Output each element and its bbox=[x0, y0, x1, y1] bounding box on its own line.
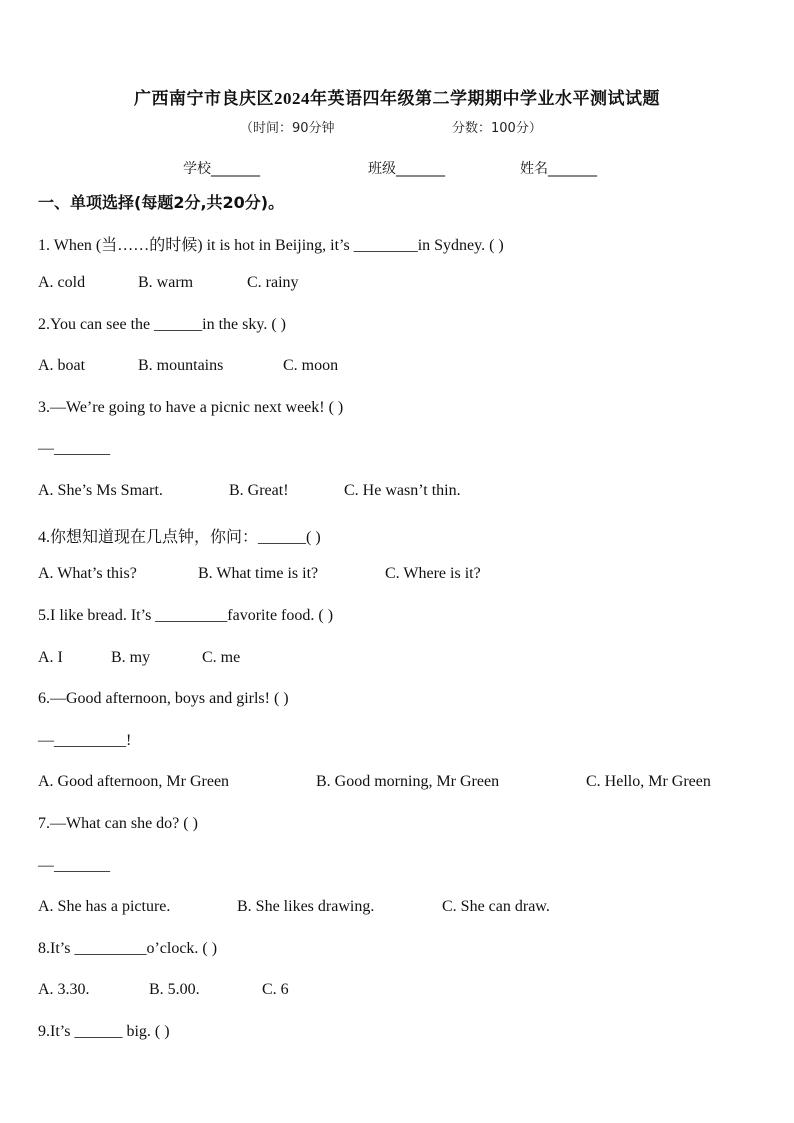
question-stem: 2.You can see the ______in the sky. ( ) bbox=[38, 316, 286, 333]
question-stem: 6.—Good afternoon, boys and girls! ( ) bbox=[38, 690, 289, 707]
school-field: 学校_______ bbox=[183, 161, 260, 177]
option-c: C. Hello, Mr Green bbox=[586, 773, 711, 790]
question-stem: 1. When (当……的时候) it is hot in Beijing, it’s ________in Sydney. ( ) bbox=[38, 237, 504, 254]
option-b: B. She likes drawing. bbox=[237, 898, 375, 915]
option-c: C. Where is it? bbox=[385, 565, 481, 582]
option-c: C. She can draw. bbox=[442, 898, 550, 915]
class-field: 班级_______ bbox=[368, 161, 445, 177]
question-stem: 9.It’s ______ big. ( ) bbox=[38, 1023, 170, 1040]
question-stem: 7.—What can she do? ( ) bbox=[38, 815, 198, 832]
question-stem: 8.It’s _________o’clock. ( ) bbox=[38, 940, 218, 957]
option-a: A. I bbox=[38, 649, 63, 666]
option-a: A. 3.30. bbox=[38, 981, 90, 998]
question-stem: 4.你想知道现在几点钟，你问：______( ) bbox=[38, 529, 321, 546]
name-field: 姓名_______ bbox=[520, 161, 597, 177]
option-a: A. She’s Ms Smart. bbox=[38, 482, 163, 499]
option-b: B. Great! bbox=[229, 482, 289, 499]
option-b: B. Good morning, Mr Green bbox=[316, 773, 500, 790]
option-a: A. What’s this? bbox=[38, 565, 137, 582]
answer-line: —_______ bbox=[38, 857, 110, 874]
total-score: 分数：100分） bbox=[452, 121, 542, 136]
option-a: A. boat bbox=[38, 357, 86, 374]
section-title: 一、单项选择(每题2分,共20分)。 bbox=[38, 193, 285, 212]
option-b: B. 5.00. bbox=[149, 981, 200, 998]
option-b: B. mountains bbox=[138, 357, 224, 374]
option-a: A. cold bbox=[38, 274, 86, 291]
option-c: C. He wasn’t thin. bbox=[344, 482, 461, 499]
option-a: A. Good afternoon, Mr Green bbox=[38, 773, 230, 790]
option-b: B. my bbox=[111, 649, 151, 666]
question-stem: 5.I like bread. It’s _________favorite food. ( ) bbox=[38, 607, 334, 624]
page-title: 广西南宁市良庆区2024年英语四年级第二学期期中学业水平测试试题 bbox=[134, 89, 660, 108]
option-c: C. moon bbox=[283, 357, 339, 374]
option-b: B. What time is it? bbox=[198, 565, 319, 582]
option-c: C. 6 bbox=[262, 981, 289, 998]
option-a: A. She has a picture. bbox=[38, 898, 171, 915]
option-c: C. rainy bbox=[247, 274, 299, 291]
time-limit: （时间：90分钟 bbox=[240, 121, 335, 136]
answer-line: —_______ bbox=[38, 440, 110, 457]
answer-line: —_________! bbox=[38, 732, 132, 749]
question-stem: 3.—We’re going to have a picnic next week! ( ) bbox=[38, 399, 344, 416]
option-b: B. warm bbox=[138, 274, 194, 291]
option-c: C. me bbox=[202, 649, 241, 666]
